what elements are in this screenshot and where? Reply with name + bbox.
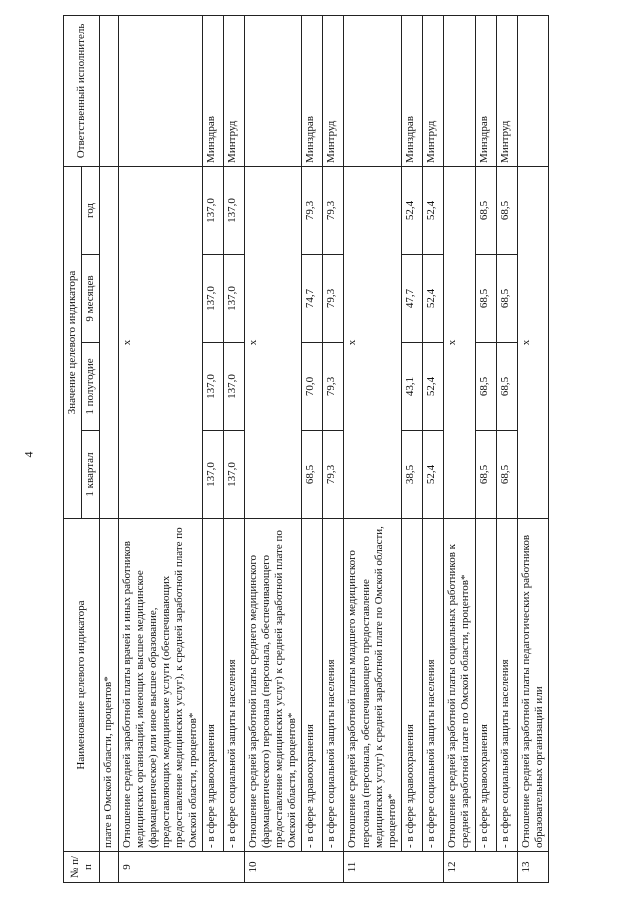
value-h1: 137,0 [202, 343, 223, 431]
value-placeholder: х [344, 166, 402, 518]
table-row [344, 15, 402, 882]
value-m9: 137,0 [202, 255, 223, 343]
page-number: 4 [21, 451, 36, 458]
value-m9: 68,5 [496, 255, 517, 343]
responsible: Минтруд [496, 15, 517, 166]
value-year: 137,0 [223, 166, 244, 254]
value-placeholder: х [517, 166, 548, 518]
responsible: Минздрав [302, 15, 323, 166]
header-year: год [82, 166, 100, 254]
value-year: 137,0 [202, 166, 223, 254]
table-subrow [323, 15, 344, 882]
table-row [118, 15, 202, 882]
header-m9: 9 месяцев [82, 255, 100, 343]
header-name: Наименование целевого индикатора [64, 519, 100, 852]
indicator-name: Отношение средней заработной платы врачей и иных работников медицинских организаций, имеющих высшее медицинское (фармацевтическое) или иное высшее образование, предоставляющих медицинские услуги (обеспечивающих предоставление медицинских услуг), к средней заработной плате по Омской области, процентов* [118, 519, 202, 852]
value-q1: 137,0 [223, 431, 244, 519]
rotated-table-frame [63, 23, 577, 883]
subrow-label: - в сфере здравоохранения [402, 519, 423, 852]
value-q1: 38,5 [402, 431, 423, 519]
responsible: Минздрав [202, 15, 223, 166]
value-h1: 68,5 [475, 343, 496, 431]
header-value-group: Значение целевого индикатора [64, 166, 82, 518]
value-year: 79,3 [302, 166, 323, 254]
value-q1: 52,4 [423, 431, 444, 519]
subrow-label: - в сфере социальной защиты населения [423, 519, 444, 852]
indicator-name: Отношение средней заработной платы педагогических работников образовательных организаций или [517, 519, 548, 852]
row-number: 13 [517, 852, 548, 883]
value-year: 52,4 [402, 166, 423, 254]
responsible: Минздрав [475, 15, 496, 166]
value-placeholder: х [444, 166, 475, 518]
value-q1: 79,3 [323, 431, 344, 519]
value-year: 68,5 [475, 166, 496, 254]
subrow-label: - в сфере здравоохранения [202, 519, 223, 852]
value-h1: 52,4 [423, 343, 444, 431]
header-responsible: Ответственный исполнитель [64, 15, 100, 166]
indicator-table [63, 15, 549, 883]
value-placeholder: х [244, 166, 302, 518]
header-num: № п/п [64, 852, 100, 883]
row-number: 12 [444, 852, 517, 883]
subrow-label: - в сфере социальной защиты населения [223, 519, 244, 852]
subrow-label: - в сфере здравоохранения [302, 519, 323, 852]
subrow-label: - в сфере социальной защиты населения [323, 519, 344, 852]
indicator-name: Отношение средней заработной платы социальных работников к средней заработной плате по Омской области, процентов* [444, 519, 475, 852]
value-h1: 70,0 [302, 343, 323, 431]
header-q1: 1 квартал [82, 431, 100, 519]
table-subrow [302, 15, 323, 882]
subrow-label: - в сфере социальной защиты населения [496, 519, 517, 852]
value-q1: 68,5 [302, 431, 323, 519]
table-subrow [202, 15, 223, 882]
value-h1: 79,3 [323, 343, 344, 431]
table-subrow [223, 15, 244, 882]
row-number: 10 [244, 852, 344, 883]
responsible: Минтруд [423, 15, 444, 166]
value-h1: 68,5 [496, 343, 517, 431]
header-h1: 1 полугодие [82, 343, 100, 431]
value-year: 68,5 [496, 166, 517, 254]
indicator-name: Отношение средней заработной платы младшего медицинского персонала (персонала, обеспечивающего предоставление медицинских услуг) к средней заработной плате по Омской области, процентов* [344, 519, 402, 852]
value-h1: 43,1 [402, 343, 423, 431]
table-subrow [496, 15, 517, 882]
value-m9: 47,7 [402, 255, 423, 343]
row-number: 9 [118, 852, 244, 883]
value-m9: 52,4 [423, 255, 444, 343]
table-subrow [423, 15, 444, 882]
carry-text: плате в Омской области, процентов* [100, 519, 118, 852]
value-q1: 68,5 [475, 431, 496, 519]
indicator-name: Отношение средней заработной платы среднего медицинского (фармацевтического) персонала (персонала, обеспечивающего предоставление медицинских услуг) к средней заработной плате по Омской области, процентов* [244, 519, 302, 852]
value-year: 79,3 [323, 166, 344, 254]
table-row [244, 15, 302, 882]
value-m9: 137,0 [223, 255, 244, 343]
value-h1: 137,0 [223, 343, 244, 431]
value-q1: 137,0 [202, 431, 223, 519]
responsible: Минтруд [223, 15, 244, 166]
table-row-carry [100, 15, 118, 882]
value-q1: 68,5 [496, 431, 517, 519]
value-m9: 79,3 [323, 255, 344, 343]
table-row [517, 15, 548, 882]
row-number: 11 [344, 852, 444, 883]
table-subrow [402, 15, 423, 882]
table-subrow [475, 15, 496, 882]
table-row [444, 15, 475, 882]
value-m9: 68,5 [475, 255, 496, 343]
value-year: 52,4 [423, 166, 444, 254]
value-m9: 74,7 [302, 255, 323, 343]
value-placeholder: х [118, 166, 202, 518]
responsible: Минтруд [323, 15, 344, 166]
subrow-label: - в сфере здравоохранения [475, 519, 496, 852]
responsible: Минздрав [402, 15, 423, 166]
